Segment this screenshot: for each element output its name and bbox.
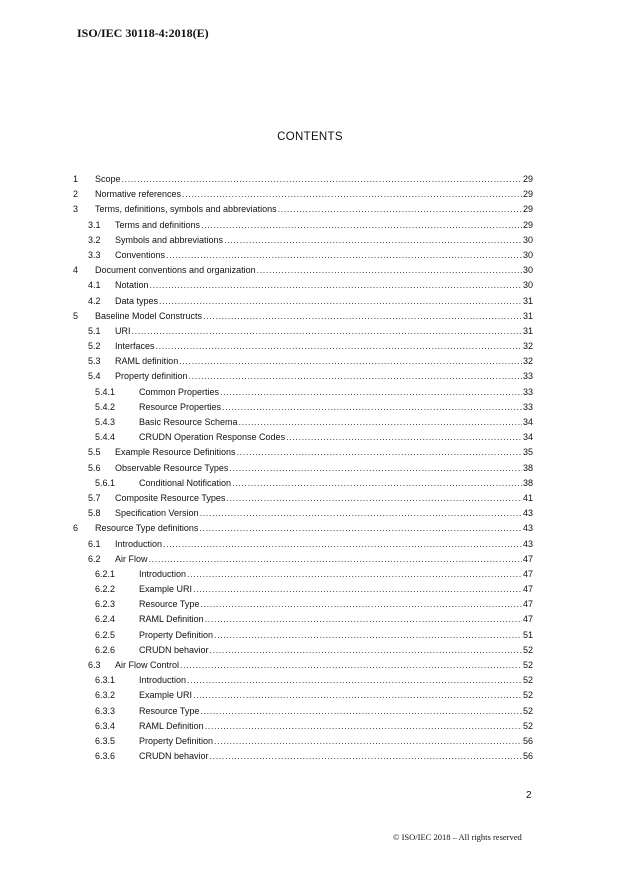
toc-entry-number: 6.3.5 — [95, 735, 116, 746]
toc-entry-title: RAML Definition — [139, 614, 204, 625]
toc-entry[interactable] — [73, 233, 533, 248]
dot-leader — [203, 309, 522, 324]
toc-entry-page: 38 — [522, 462, 533, 473]
document-identifier: ISO/IEC 30118-4:2018(E) — [77, 26, 209, 40]
toc-entry[interactable] — [73, 597, 533, 612]
toc-entry-title: Common Properties — [139, 386, 220, 397]
toc-entry[interactable] — [73, 734, 533, 749]
toc-entry[interactable] — [73, 339, 533, 354]
dot-leader — [201, 218, 522, 233]
toc-entry-title: Baseline Model Constructs — [95, 310, 203, 321]
toc-entry-number: 6.3.6 — [95, 751, 116, 762]
dot-leader — [159, 294, 522, 309]
dot-leader — [156, 339, 522, 354]
toc-entry[interactable] — [73, 278, 533, 293]
toc-entry-title: Example URI — [139, 584, 193, 595]
toc-entry[interactable] — [73, 673, 533, 688]
toc-entry-page: 47 — [522, 553, 533, 564]
dot-leader — [226, 491, 522, 506]
toc-entry-page: 34 — [522, 432, 533, 443]
toc-entry-number: 5.8 — [88, 508, 101, 519]
toc-entry-title: Property Definition — [139, 735, 214, 746]
toc-entry-page: 30 — [522, 234, 533, 245]
dot-leader — [122, 172, 522, 187]
toc-entry[interactable] — [73, 415, 533, 430]
toc-entry-number: 6.3.1 — [95, 675, 116, 686]
toc-entry-title: Property Definition — [139, 629, 214, 640]
toc-entry-number: 6.3 — [88, 660, 101, 670]
dot-leader — [193, 688, 522, 703]
toc-entry-title: Observable Resource Types — [115, 462, 229, 473]
toc-entry[interactable] — [73, 552, 533, 567]
copyright-footer: © ISO/IEC 2018 – All rights reserved — [393, 832, 522, 842]
dot-leader — [187, 567, 522, 582]
toc-entry-title: RAML Definition — [139, 720, 204, 731]
toc-entry[interactable] — [73, 309, 533, 324]
toc-entry-page: 56 — [522, 751, 533, 762]
dot-leader — [286, 430, 522, 445]
toc-entry-title: Air Flow Control — [115, 660, 180, 670]
toc-entry-number: 3.1 — [88, 219, 101, 230]
toc-entry-number: 5.4.1 — [95, 386, 116, 397]
contents-heading: CONTENTS — [277, 131, 343, 143]
dot-leader — [132, 324, 522, 339]
toc-entry-page: 29 — [522, 174, 533, 184]
toc-entry[interactable] — [73, 263, 533, 278]
toc-entry-title: Resource Properties — [139, 401, 222, 412]
dot-leader — [232, 476, 522, 491]
toc-entry[interactable] — [73, 430, 533, 445]
toc-entry-page: 52 — [522, 660, 533, 670]
dot-leader — [257, 263, 522, 278]
toc-entry-page: 32 — [522, 341, 533, 352]
toc-entry-title: Resource Type definitions — [95, 523, 199, 534]
toc-entry-number: 6.2.4 — [95, 614, 116, 625]
toc-entry-title: Resource Type — [139, 599, 200, 610]
toc-entry-number: 5.1 — [88, 325, 101, 336]
toc-entry-page: 43 — [522, 538, 533, 549]
toc-entry-title: Conventions — [115, 249, 166, 260]
dot-leader — [222, 400, 522, 415]
toc-entry[interactable] — [73, 719, 533, 734]
table-of-contents — [73, 172, 533, 764]
toc-entry-page: 41 — [522, 492, 533, 503]
toc-entry-title: Interfaces — [115, 341, 155, 352]
toc-entry-page: 52 — [522, 705, 533, 716]
dot-leader — [239, 415, 522, 430]
toc-entry[interactable] — [73, 476, 533, 491]
toc-entry[interactable] — [73, 187, 533, 202]
dot-leader — [182, 187, 522, 202]
toc-entry[interactable] — [73, 506, 533, 521]
toc-entry[interactable] — [73, 658, 533, 673]
dot-leader — [200, 704, 522, 719]
toc-entry-number: 6.1 — [88, 538, 101, 549]
toc-entry-page: 47 — [522, 584, 533, 595]
toc-entry-number: 5.6 — [88, 462, 101, 473]
dot-leader — [278, 202, 522, 217]
toc-entry-number: 5.4.2 — [95, 401, 116, 412]
toc-entry-title: CRUDN behavior — [139, 644, 209, 655]
dot-leader — [205, 612, 522, 627]
toc-entry[interactable] — [73, 643, 533, 658]
toc-entry[interactable] — [73, 324, 533, 339]
toc-entry[interactable] — [73, 749, 533, 764]
toc-entry-number: 2 — [73, 189, 79, 200]
dot-leader — [200, 506, 522, 521]
toc-entry-number: 6.3.4 — [95, 720, 116, 731]
dot-leader — [229, 461, 522, 476]
toc-entry-page: 43 — [522, 508, 533, 519]
toc-entry-page: 29 — [522, 204, 533, 215]
toc-entry-page: 30 — [522, 249, 533, 260]
toc-entry-page: 47 — [522, 599, 533, 610]
toc-entry-title: Terms, definitions, symbols and abbreviations — [95, 204, 277, 215]
toc-entry-number: 5.6.1 — [95, 477, 116, 488]
toc-entry-title: Air Flow — [115, 553, 148, 564]
toc-entry[interactable] — [73, 218, 533, 233]
toc-entry-page: 30 — [522, 280, 533, 291]
toc-entry-page: 29 — [522, 189, 533, 200]
toc-entry[interactable] — [73, 521, 533, 536]
toc-entry-number: 4.1 — [88, 280, 101, 291]
toc-entry[interactable] — [73, 354, 533, 369]
dot-leader — [214, 734, 522, 749]
toc-entry-number: 6.2.5 — [95, 629, 116, 640]
dot-leader — [179, 354, 522, 369]
toc-entry-number: 3.2 — [88, 234, 101, 245]
toc-entry-number: 6.3.3 — [95, 705, 116, 716]
toc-entry-page: 47 — [522, 614, 533, 625]
toc-entry-title: Document conventions and organization — [95, 265, 256, 276]
dot-leader — [210, 643, 522, 658]
toc-entry-number: 5.3 — [88, 356, 101, 367]
toc-entry-page: 31 — [522, 310, 533, 321]
toc-entry-page: 52 — [522, 675, 533, 686]
toc-entry-page: 56 — [522, 735, 533, 746]
toc-entry[interactable] — [73, 582, 533, 597]
toc-entry-title: Composite Resource Types — [115, 492, 226, 503]
dot-leader — [189, 369, 522, 384]
toc-entry-page: 35 — [522, 447, 533, 458]
toc-entry[interactable] — [73, 461, 533, 476]
dot-leader — [224, 233, 522, 248]
toc-entry-page: 33 — [522, 401, 533, 412]
toc-entry[interactable] — [73, 537, 533, 552]
toc-entry-number: 5.4.4 — [95, 432, 116, 443]
toc-entry-page: 30 — [522, 265, 533, 276]
toc-entry[interactable] — [73, 688, 533, 703]
toc-entry-number: 5.2 — [88, 341, 101, 352]
toc-entry-number: 6.2.3 — [95, 599, 116, 610]
toc-entry-number: 3 — [73, 204, 79, 215]
dot-leader — [220, 385, 522, 400]
toc-entry-title: URI — [115, 325, 131, 336]
dot-leader — [180, 658, 522, 673]
toc-entry-number: 3.3 — [88, 249, 101, 260]
toc-entry-title: Property definition — [115, 371, 188, 382]
toc-entry[interactable] — [73, 172, 533, 187]
toc-entry-page: 33 — [522, 386, 533, 397]
toc-entry-title: Specification Version — [115, 508, 199, 519]
toc-entry-page: 52 — [522, 690, 533, 701]
toc-entry[interactable] — [73, 704, 533, 719]
toc-entry-number: 4.2 — [88, 295, 101, 306]
toc-entry-title: Introduction — [139, 568, 187, 579]
toc-entry-number: 6.2 — [88, 553, 101, 564]
toc-entry-title: CRUDN Operation Response Codes — [139, 432, 286, 443]
dot-leader — [199, 521, 522, 536]
dot-leader — [149, 552, 522, 567]
toc-entry-title: Notation — [115, 280, 149, 291]
toc-entry-number: 5 — [73, 310, 79, 321]
toc-entry-number: 6.2.1 — [95, 568, 116, 579]
toc-entry-number: 5.4 — [88, 371, 101, 382]
dot-leader — [166, 248, 522, 263]
dot-leader — [205, 719, 522, 734]
toc-entry-number: 4 — [73, 265, 79, 276]
toc-entry-number: 1 — [73, 174, 79, 184]
toc-entry-number: 6.2.6 — [95, 644, 116, 655]
toc-entry-page: 31 — [522, 325, 533, 336]
toc-entry-page: 31 — [522, 295, 533, 306]
toc-entry[interactable] — [73, 567, 533, 582]
toc-entry-title: Introduction — [115, 538, 163, 549]
toc-entry[interactable] — [73, 385, 533, 400]
toc-entry[interactable] — [73, 628, 533, 643]
dot-leader — [193, 582, 522, 597]
dot-leader — [210, 749, 522, 764]
toc-entry-title: Introduction — [139, 675, 187, 686]
toc-entry-title: Scope — [95, 174, 121, 184]
toc-entry[interactable] — [73, 294, 533, 309]
toc-entry[interactable] — [73, 248, 533, 263]
toc-entry-number: 6.2.2 — [95, 584, 116, 595]
toc-entry-page: 52 — [522, 644, 533, 655]
toc-entry-page: 29 — [522, 219, 533, 230]
toc-entry-page: 47 — [522, 568, 533, 579]
toc-entry[interactable] — [73, 491, 533, 506]
toc-entry[interactable] — [73, 369, 533, 384]
toc-entry-title: CRUDN behavior — [139, 751, 209, 762]
toc-entry-page: 43 — [522, 523, 533, 534]
dot-leader — [150, 278, 522, 293]
dot-leader — [187, 673, 522, 688]
toc-entry-page: 38 — [522, 477, 533, 488]
toc-entry-number: 6.3.2 — [95, 690, 116, 701]
toc-entry-page: 51 — [522, 629, 533, 640]
toc-entry-page: 32 — [522, 356, 533, 367]
toc-entry-title: RAML definition — [115, 356, 179, 367]
toc-entry-title: Symbols and abbreviations — [115, 234, 224, 245]
toc-entry-title: Conditional Notification — [139, 477, 232, 488]
toc-entry-number: 5.4.3 — [95, 417, 116, 427]
toc-entry[interactable] — [73, 612, 533, 627]
dot-leader — [163, 537, 522, 552]
toc-entry-number: 5.7 — [88, 492, 101, 503]
toc-entry-title: Data types — [115, 295, 159, 306]
dot-leader — [200, 597, 522, 612]
toc-entry-page: 34 — [522, 417, 533, 427]
toc-entry[interactable] — [73, 400, 533, 415]
toc-entry-title: Basic Resource Schema — [139, 417, 238, 427]
toc-entry-page: 33 — [522, 371, 533, 382]
dot-leader — [237, 445, 522, 460]
toc-entry-page: 52 — [522, 720, 533, 731]
toc-entry-title: Normative references — [95, 189, 182, 200]
toc-entry-number: 6 — [73, 523, 79, 534]
toc-entry-title: Terms and definitions — [115, 219, 201, 230]
page-number: 2 — [526, 790, 532, 801]
toc-entry-title: Example Resource Definitions — [115, 447, 236, 458]
toc-entry[interactable] — [73, 445, 533, 460]
toc-entry-title: Example URI — [139, 690, 193, 701]
toc-entry-number: 5.5 — [88, 447, 101, 458]
dot-leader — [214, 628, 522, 643]
toc-entry[interactable] — [73, 202, 533, 217]
toc-entry-title: Resource Type — [139, 705, 200, 716]
